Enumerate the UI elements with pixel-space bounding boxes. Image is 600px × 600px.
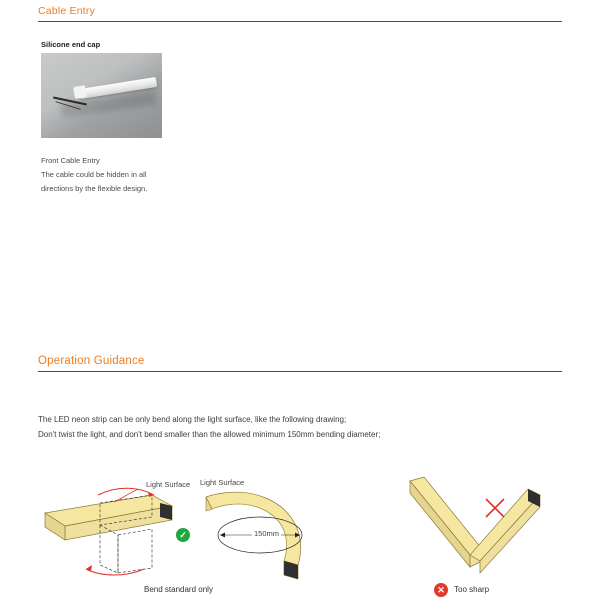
cable-entry-note xyxy=(41,154,241,196)
label-bend-diameter: 150mm xyxy=(254,529,280,538)
cable-note-line-1: Front Cable Entry xyxy=(41,156,100,165)
figure-right-sharp-bend xyxy=(400,475,560,585)
section-divider xyxy=(38,21,562,22)
cable-note-line-3: directions by the flexible design. xyxy=(41,184,148,193)
cable-note-line-2: The cable could be hidden in all xyxy=(41,170,147,179)
operation-body-line-2: Don't twist the light, and don't bend smaller than the allowed minimum 150mm bending diameter; xyxy=(38,430,381,439)
label-light-surface-left: Light Surface xyxy=(146,480,191,489)
operation-guidance-body xyxy=(38,412,558,442)
section-divider xyxy=(38,371,562,372)
caption-bend-standard-only: Bend standard only xyxy=(144,585,213,594)
figure-left-bend-directions xyxy=(40,473,185,583)
section-title-cable-entry: Cable Entry xyxy=(38,5,96,17)
photo-caption-silicone-end-cap: Silicone end cap xyxy=(41,40,101,49)
photo-cap-end xyxy=(73,85,87,99)
product-photo-silicone-end-cap xyxy=(41,53,162,138)
operation-body-line-1: The LED neon strip can be only bend along the light surface, like the following drawing; xyxy=(38,415,347,424)
caption-too-sharp: Too sharp xyxy=(454,585,490,594)
section-header-operation-guidance xyxy=(38,355,562,372)
check-circle-icon: ✓ xyxy=(176,528,190,542)
figure-middle-standard-bend xyxy=(198,487,328,597)
bending-diagrams xyxy=(0,465,600,600)
section-title-operation-guidance: Operation Guidance xyxy=(38,355,145,367)
label-light-surface-middle: Light Surface xyxy=(200,478,245,487)
cross-circle-icon: ✕ xyxy=(434,583,448,597)
section-header-cable-entry xyxy=(38,5,562,22)
